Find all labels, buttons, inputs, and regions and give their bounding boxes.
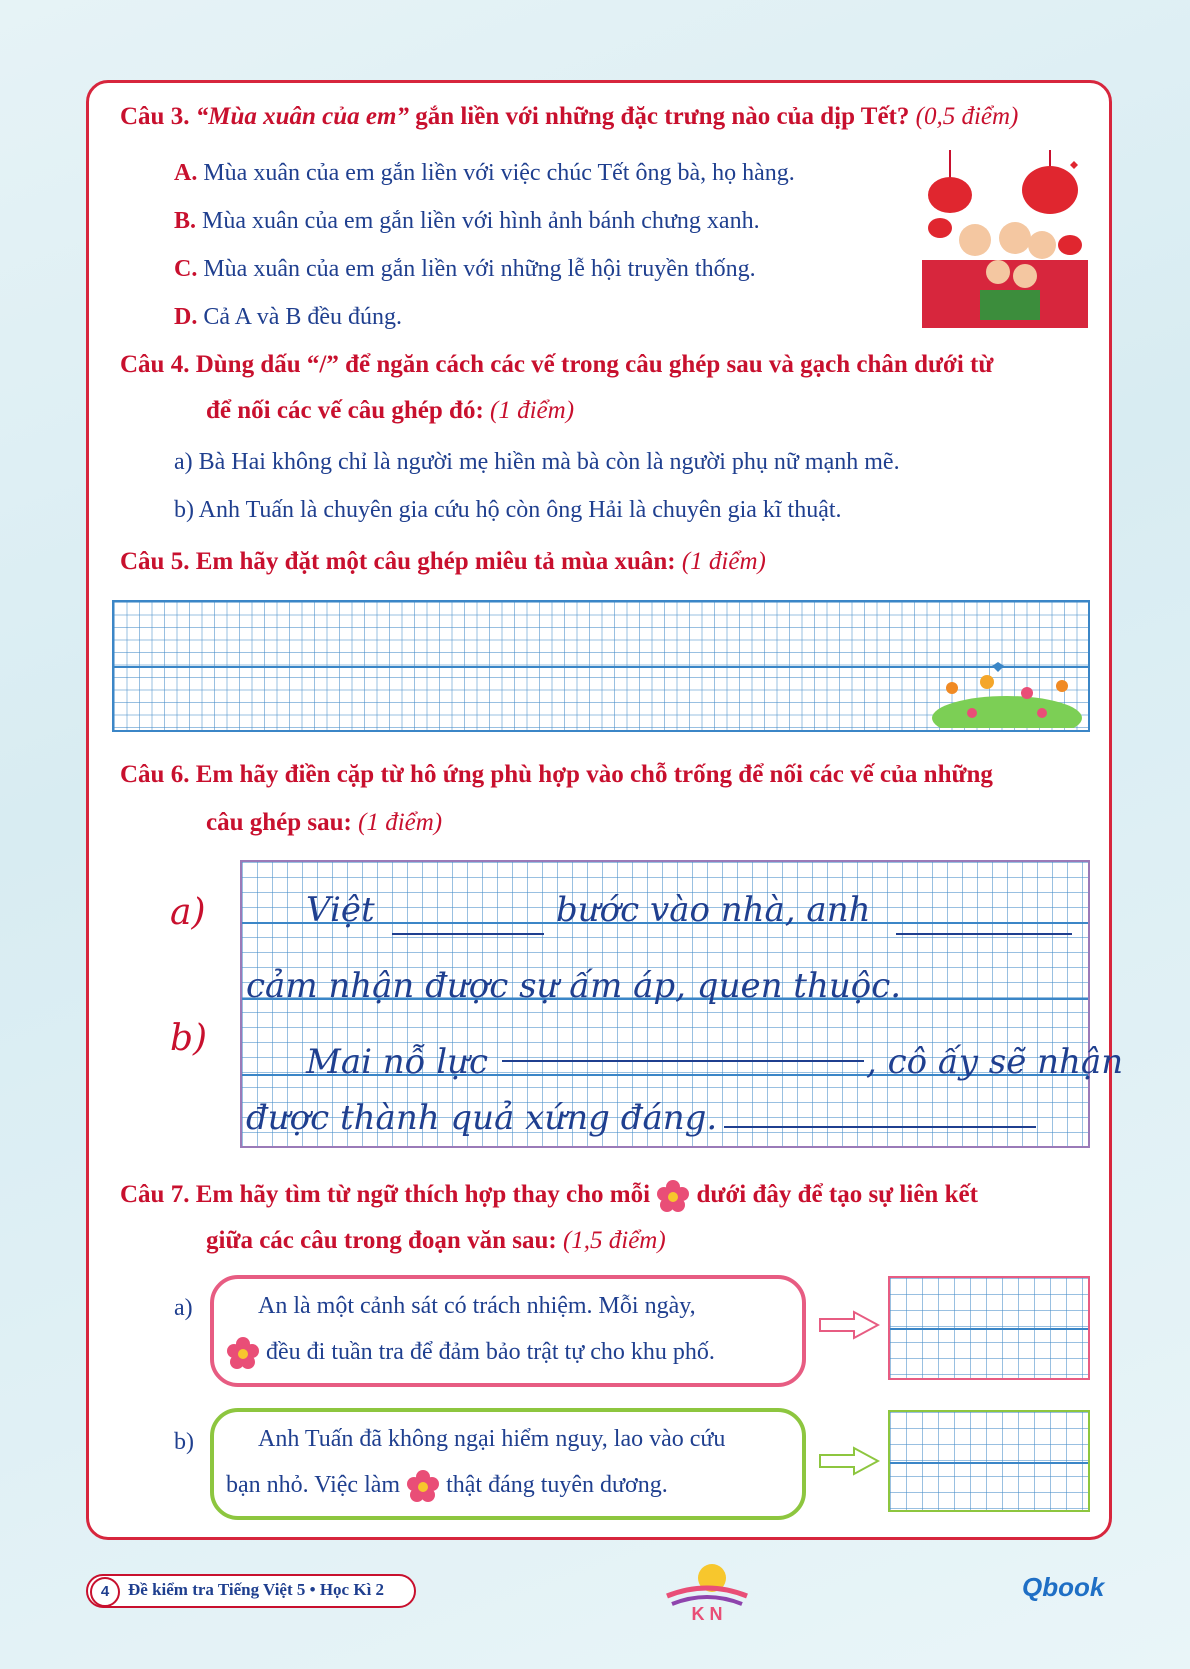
q3-quote: “Mùa xuân của em” [195, 103, 409, 130]
q6-heading [120, 758, 993, 792]
q7-line2: giữa các câu trong đoạn văn sau: [206, 1227, 557, 1254]
q3-option-c[interactable] [174, 253, 756, 285]
arrow-right-icon [818, 1446, 880, 1476]
q7-b-line2b: thật đáng tuyên dương. [446, 1472, 668, 1498]
q5-answer-grid[interactable] [112, 600, 1090, 732]
tet-family-illustration [920, 150, 1090, 328]
q7-b-line1: Anh Tuấn đã không ngại hiểm nguy, lao vào cứu [258, 1426, 726, 1452]
arrow-right-icon [818, 1310, 880, 1340]
q6-a-part3: cảm nhận được sự ấm áp, quen thuộc. [246, 966, 902, 1006]
q7-a-line1: An là một cảnh sát có trách nhiệm. Mỗi ngày, [258, 1293, 696, 1319]
q6-b-blank1[interactable] [502, 1060, 864, 1062]
q3-option-d[interactable] [174, 301, 402, 333]
q7-line1b: dưới đây để tạo sự liên kết [696, 1181, 978, 1208]
q6-label-b: b) [170, 1018, 208, 1059]
q6-line2: câu ghép sau: [206, 809, 352, 836]
q7-b-label: b) [174, 1429, 194, 1455]
page-number: 4 [90, 1577, 120, 1607]
q6-label-a: a) [170, 892, 206, 933]
q7-a-line2-wrap [226, 1329, 784, 1375]
q6-points: (1 điểm) [358, 809, 443, 836]
q6-a-part2: bước vào nhà, anh [556, 890, 871, 930]
q6-heading-line2 [206, 806, 442, 840]
q6-b-part2: , cô ấy sẽ nhận [866, 1042, 1124, 1082]
option-key: D. [174, 304, 198, 330]
q6-b-part1: Mai nỗ lực [306, 1042, 489, 1082]
q7-b-line2a: bạn nhỏ. Việc làm [226, 1472, 401, 1498]
q4-points: (1 điểm) [490, 397, 575, 424]
q3-points: (0,5 điểm) [915, 103, 1019, 130]
q7-paragraph-a [210, 1275, 806, 1387]
q7-a-answer-grid[interactable] [888, 1276, 1090, 1380]
kn-logo-text: K N [691, 1604, 723, 1622]
option-key: B. [174, 208, 197, 234]
q7-a-line2: đều đi tuần tra để đảm bảo trật tự cho khu phố. [266, 1339, 715, 1365]
q4-heading-line2 [206, 394, 574, 428]
q7-points: (1,5 điểm) [562, 1227, 666, 1254]
q3-heading [120, 100, 1018, 134]
q3-text: gắn liền với những đặc trưng nào của dịp Tết? [415, 103, 910, 130]
q6-a-blank1[interactable] [392, 933, 544, 935]
q7-heading-line2 [206, 1224, 666, 1258]
grid-line [890, 1328, 1088, 1330]
q6-b-part3: được thành quả xứng đáng. [246, 1098, 718, 1138]
q5-text: Câu 5. Em hãy đặt một câu ghép miêu tả mùa xuân: [120, 548, 676, 575]
q6-a-blank2[interactable] [896, 933, 1072, 935]
flower-icon [656, 1179, 690, 1213]
option-text: Mùa xuân của em gắn liền với những lễ hội truyền thống. [203, 256, 756, 282]
flower-icon [406, 1469, 440, 1503]
option-text: Mùa xuân của em gắn liền với việc chúc Tết ông bà, họ hàng. [203, 160, 795, 186]
q4-item-b[interactable]: b) Anh Tuấn là chuyên gia cứu hộ còn ông Hải là chuyên gia kĩ thuật. [174, 497, 842, 523]
q7-b-answer-grid[interactable] [888, 1410, 1090, 1512]
q7-a-label: a) [174, 1295, 193, 1321]
option-text: Cả A và B đều đúng. [203, 304, 402, 330]
option-key: C. [174, 256, 198, 282]
q5-heading [120, 545, 766, 579]
qbook-logo: Qbook [1022, 1572, 1105, 1602]
q4-line2: để nối các vế câu ghép đó: [206, 397, 484, 424]
q7-b-line2-wrap [226, 1462, 784, 1508]
q4-item-a[interactable]: a) Bà Hai không chỉ là người mẹ hiền mà bà còn là người phụ nữ mạnh mẽ. [174, 449, 900, 475]
kn-logo [662, 1558, 752, 1622]
q3-option-a[interactable] [174, 157, 795, 189]
q7-line1a: Câu 7. Em hãy tìm từ ngữ thích hợp thay cho mỗi [120, 1181, 651, 1208]
footer-book-title [86, 1574, 416, 1608]
option-key: A. [174, 160, 198, 186]
option-text: Mùa xuân của em gắn liền với hình ảnh bánh chưng xanh. [202, 208, 760, 234]
grid-line [890, 1462, 1088, 1464]
q6-a-part1: Việt [306, 890, 375, 930]
q4-line1: Câu 4. Dùng dấu “/” để ngăn cách các vế trong câu ghép sau và gạch chân dưới từ [120, 351, 994, 378]
q5-points: (1 điểm) [681, 548, 766, 575]
q6-line1: Câu 6. Em hãy điền cặp từ hô ứng phù hợp vào chỗ trống để nối các vế của những [120, 761, 993, 788]
flower-garden-decoration [932, 658, 1082, 728]
q7-paragraph-b [210, 1408, 806, 1520]
q7-heading [120, 1178, 978, 1213]
book-title: Đề kiểm tra Tiếng Việt 5 • Học Kì 2 [128, 1580, 385, 1599]
q4-heading [120, 348, 993, 382]
q3-label: Câu 3. [120, 103, 190, 130]
q3-option-b[interactable] [174, 205, 760, 237]
q6-b-blank2[interactable] [724, 1126, 1036, 1128]
flower-icon [226, 1336, 260, 1370]
